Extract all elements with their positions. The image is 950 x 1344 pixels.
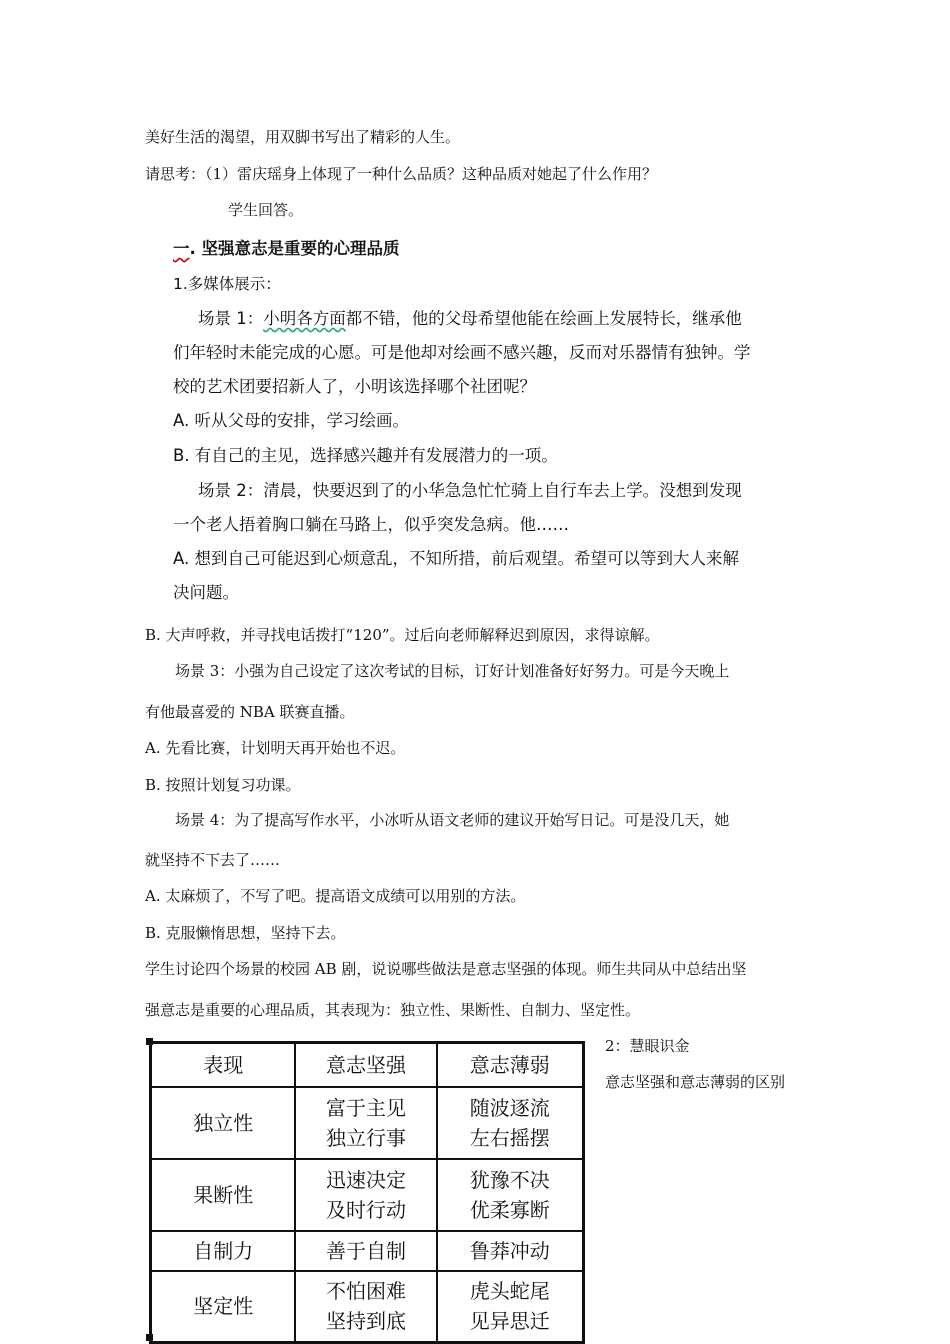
scenario-line: 场景 1：小明各方面都不错，他的父母希望他能在绘画上发展特长，继承他 [198, 309, 742, 328]
discussion-line: 强意志是重要的心理品质，其表现为：独立性、果断性、自制力、坚定性。 [145, 1001, 641, 1019]
heading-marker: 一 [173, 239, 190, 258]
text-line: 美好生活的渴望，用双脚书写出了精彩的人生。 [145, 128, 461, 146]
option-line: B. 克服懒惰思想，坚持下去。 [145, 924, 346, 942]
scenario-line: 场景 3：小强为自己设定了这次考试的目标，订好计划准备好好努力。可是今天晚上 [175, 662, 730, 680]
weak-cell: 虎头蛇尾 见异思迁 [437, 1271, 584, 1343]
table-header: 意志薄弱 [437, 1043, 584, 1087]
option-line: B. 大声呼救，并寻找电话拨打“120”。过后向老师解释迟到原因，求得谅解。 [145, 626, 660, 644]
weak-cell: 随波逐流 左右摇摆 [437, 1087, 584, 1159]
option-line: A. 先看比赛，计划明天再开始也不迟。 [145, 739, 406, 757]
option-line: B. 有自己的主见，选择感兴趣并有发展潜力的一项。 [173, 446, 558, 465]
comparison-table [149, 1041, 585, 1344]
side-heading: 2：慧眼识金 [605, 1037, 690, 1055]
scenario-line: 场景 4：为了提高写作水平，小冰听从语文老师的建议开始写日记。可是没几天，她 [175, 811, 730, 829]
grammar-underline: 小明各方面 [263, 309, 346, 328]
selection-handle [146, 1038, 153, 1045]
option-line: B. 按照计划复习功课。 [145, 776, 301, 794]
table-header-row [151, 1043, 584, 1087]
table-header: 意志坚强 [295, 1043, 436, 1087]
table-row [151, 1271, 584, 1343]
discussion-line: 学生讨论四个场景的校园 AB 剧，说说哪些做法是意志坚强的体现。师生共同从中总结出坚 [145, 960, 747, 978]
scenario-line: 一个老人捂着胸口躺在马路上，似乎突发急病。他…… [173, 515, 569, 534]
row-label: 独立性 [151, 1087, 296, 1159]
option-line: A. 听从父母的安排，学习绘画。 [173, 411, 409, 430]
weak-cell: 犹豫不决 优柔寡断 [437, 1159, 584, 1231]
side-text: 意志坚强和意志薄弱的区别 [605, 1073, 786, 1091]
row-label: 坚定性 [151, 1271, 296, 1343]
text-line: 学生回答。 [228, 201, 304, 219]
row-label: 果断性 [151, 1159, 296, 1231]
selection-handle [146, 1334, 153, 1341]
section-heading [173, 238, 400, 260]
scenario-line: 校的艺术团要招新人了，小明该选择哪个社团呢？ [173, 377, 536, 396]
question-line: 请思考：（1）雷庆瑶身上体现了一种什么品质？这种品质对她起了什么作用？ [145, 165, 658, 183]
row-label: 自制力 [151, 1231, 296, 1271]
strong-cell: 不怕困难 坚持到底 [295, 1271, 436, 1343]
scenario-line: 场景 2：清晨，快要迟到了的小华急急忙忙骑上自行车去上学。没想到发现 [198, 481, 742, 500]
strong-cell: 善于自制 [295, 1231, 436, 1271]
option-line: A. 想到自己可能迟到心烦意乱，不知所措，前后观望。希望可以等到大人来解 [173, 549, 739, 568]
table-row [151, 1159, 584, 1231]
scenario-line: 们年轻时未能完成的心愿。可是他却对绘画不感兴趣，反而对乐器情有独钟。学 [173, 343, 751, 362]
scenario-line: 有他最喜爱的 NBA 联赛直播。 [145, 703, 355, 721]
option-line: 决问题。 [173, 583, 239, 602]
text-line: 1.多媒体展示： [173, 275, 281, 293]
table-row [151, 1231, 584, 1271]
table-header: 表现 [151, 1043, 296, 1087]
table-row [151, 1087, 584, 1159]
scenario-line: 就坚持不下去了…… [145, 851, 281, 869]
strong-cell: 富于主见 独立行事 [295, 1087, 436, 1159]
heading-text: . 坚强意志是重要的心理品质 [189, 239, 400, 258]
option-line: A. 太麻烦了，不写了吧。提高语文成绩可以用别的方法。 [145, 887, 526, 905]
strong-cell: 迅速决定 及时行动 [295, 1159, 436, 1231]
weak-cell: 鲁莽冲动 [437, 1231, 584, 1271]
